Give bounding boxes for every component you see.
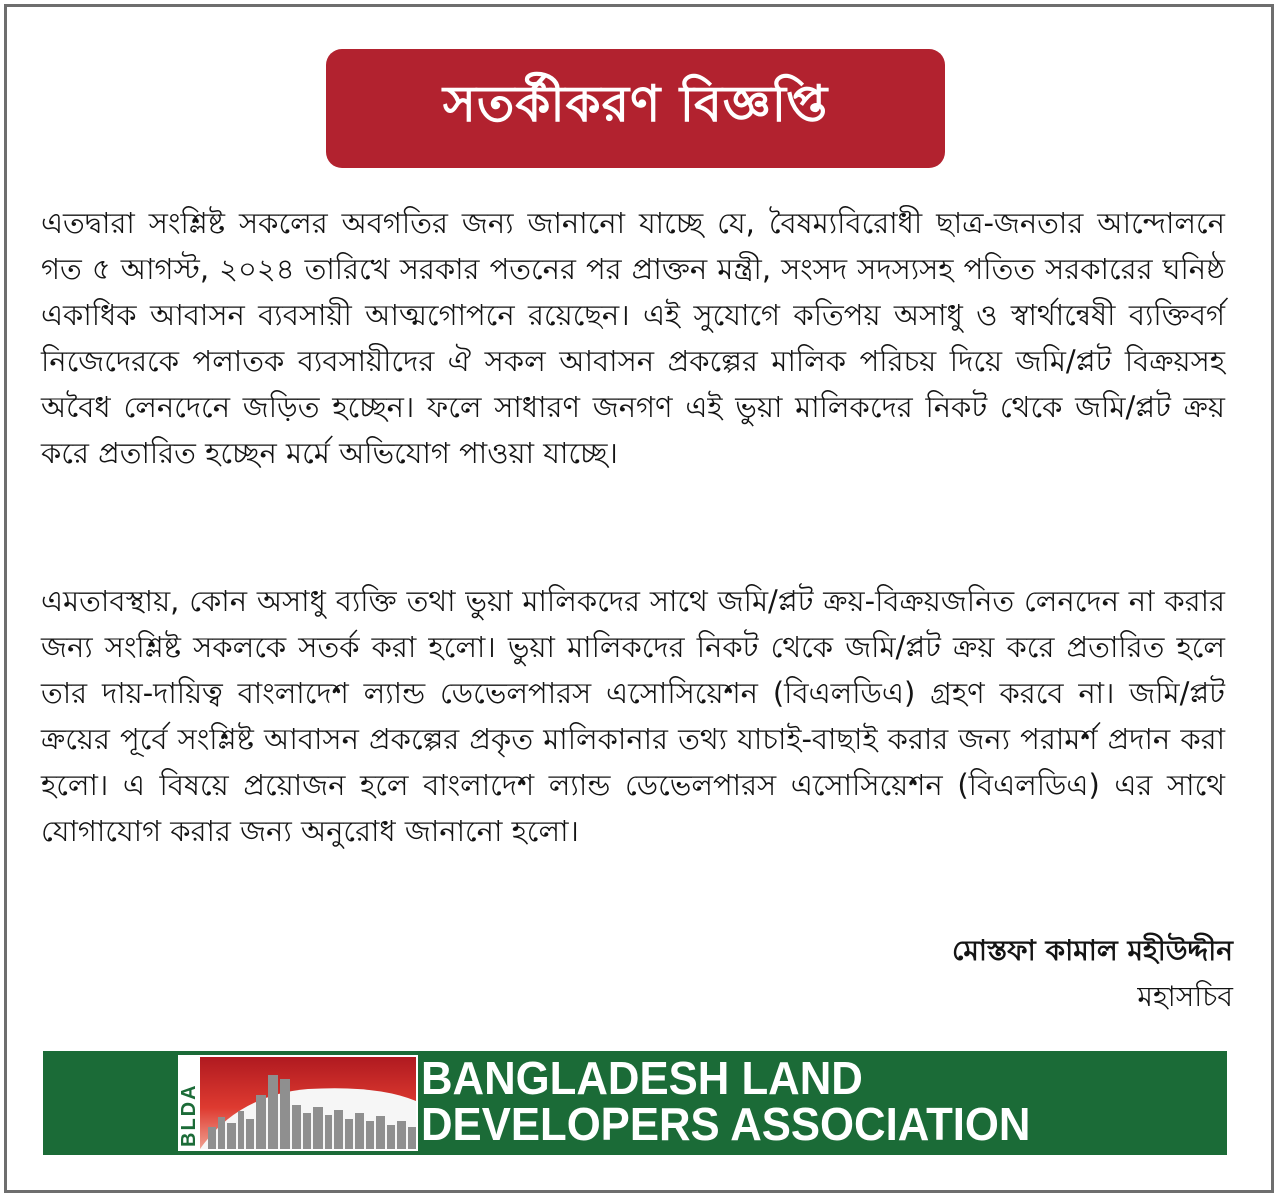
signatory-title: মহাসচিব (1137, 980, 1233, 1013)
signatory-name: মোস্তফা কামাল মহীউদ্দীন (952, 934, 1233, 967)
notice-title-box (326, 49, 945, 168)
notice-paragraph-1: এতদ্বারা সংশ্লিষ্ট সকলের অবগতির জন্য জানানো যাচ্ছে যে, বৈষম্যবিরোধী ছাত্র-জনতার আন্দোলনে গত ৫ আগস্ট, ২০২৪ তারিখে সরকার পতনের পর প্রাক্তন মন্ত্রী, সংসদ সদস্যসহ পতিত সরকারের ঘনিষ্ঠ একাধিক আবাসন ব্যবসায়ী আত্মগোপনে রয়েছেন। এই সুযোগে কতিপয় অসাধু ও স্বার্থান্বেষী ব্যক্তিবর্গ নিজেদেরকে পলাতক ব্যবসায়ীদের ঐ সকল আবাসন প্রকল্পের মালিক পরিচয় দিয়ে জমি/প্লট বিক্রয়সহ অবৈধ লেনদেনে জড়িত হচ্ছেন। ফলে সাধারণ জনগণ এই ভুয়া মালিকদের নিকট থেকে জমি/প্লট ক্রয় করে প্রতারিত হচ্ছেন মর্মে অভিযোগ পাওয়া যাচ্ছে। (41, 206, 1225, 470)
association-banner (43, 1051, 1227, 1155)
logo-letters: BLDA (178, 1083, 200, 1147)
organization-name (421, 1052, 1031, 1150)
organization-name-line-1: BANGLADESH LAND (421, 1052, 863, 1104)
notice-paragraph-2: এমতাবস্থায়, কোন অসাধু ব্যক্তি তথা ভুয়া মালিকদের সাথে জমি/প্লট ক্রয়-বিক্রয়জনিত লেনদেন না করার জন্য সংশ্লিষ্ট সকলকে সতর্ক করা হলো। ভুয়া মালিকদের নিকট থেকে জমি/প্লট ক্রয় করে প্রতারিত হলে তার দায়-দায়িত্ব বাংলাদেশ ল্যান্ড ডেভেলপারস এসোসিয়েশন (বিএলডিএ) গ্রহণ করবে না। জমি/প্লট ক্রয়ের পূর্বে সংশ্লিষ্ট আবাসন প্রকল্পের প্রকৃত মালিকানার তথ্য যাচাই-বাছাই করার জন্য পরামর্শ প্রদান করা হলো। এ বিষয়ে প্রয়োজন হলে বাংলাদেশ ল্যান্ড ডেভেলপারস এসোসিয়েশন (বিএলডিএ) এর সাথে যোগাযোগ করার জন্য অনুরোধ জানানো হলো। (41, 584, 1225, 848)
blda-logo (178, 1055, 418, 1151)
notice-title: সতর্কীকরণ বিজ্ঞপ্তি (442, 75, 829, 133)
organization-name-line-2: DEVELOPERS ASSOCIATION (421, 1098, 1031, 1150)
signature-block (952, 928, 1233, 1020)
